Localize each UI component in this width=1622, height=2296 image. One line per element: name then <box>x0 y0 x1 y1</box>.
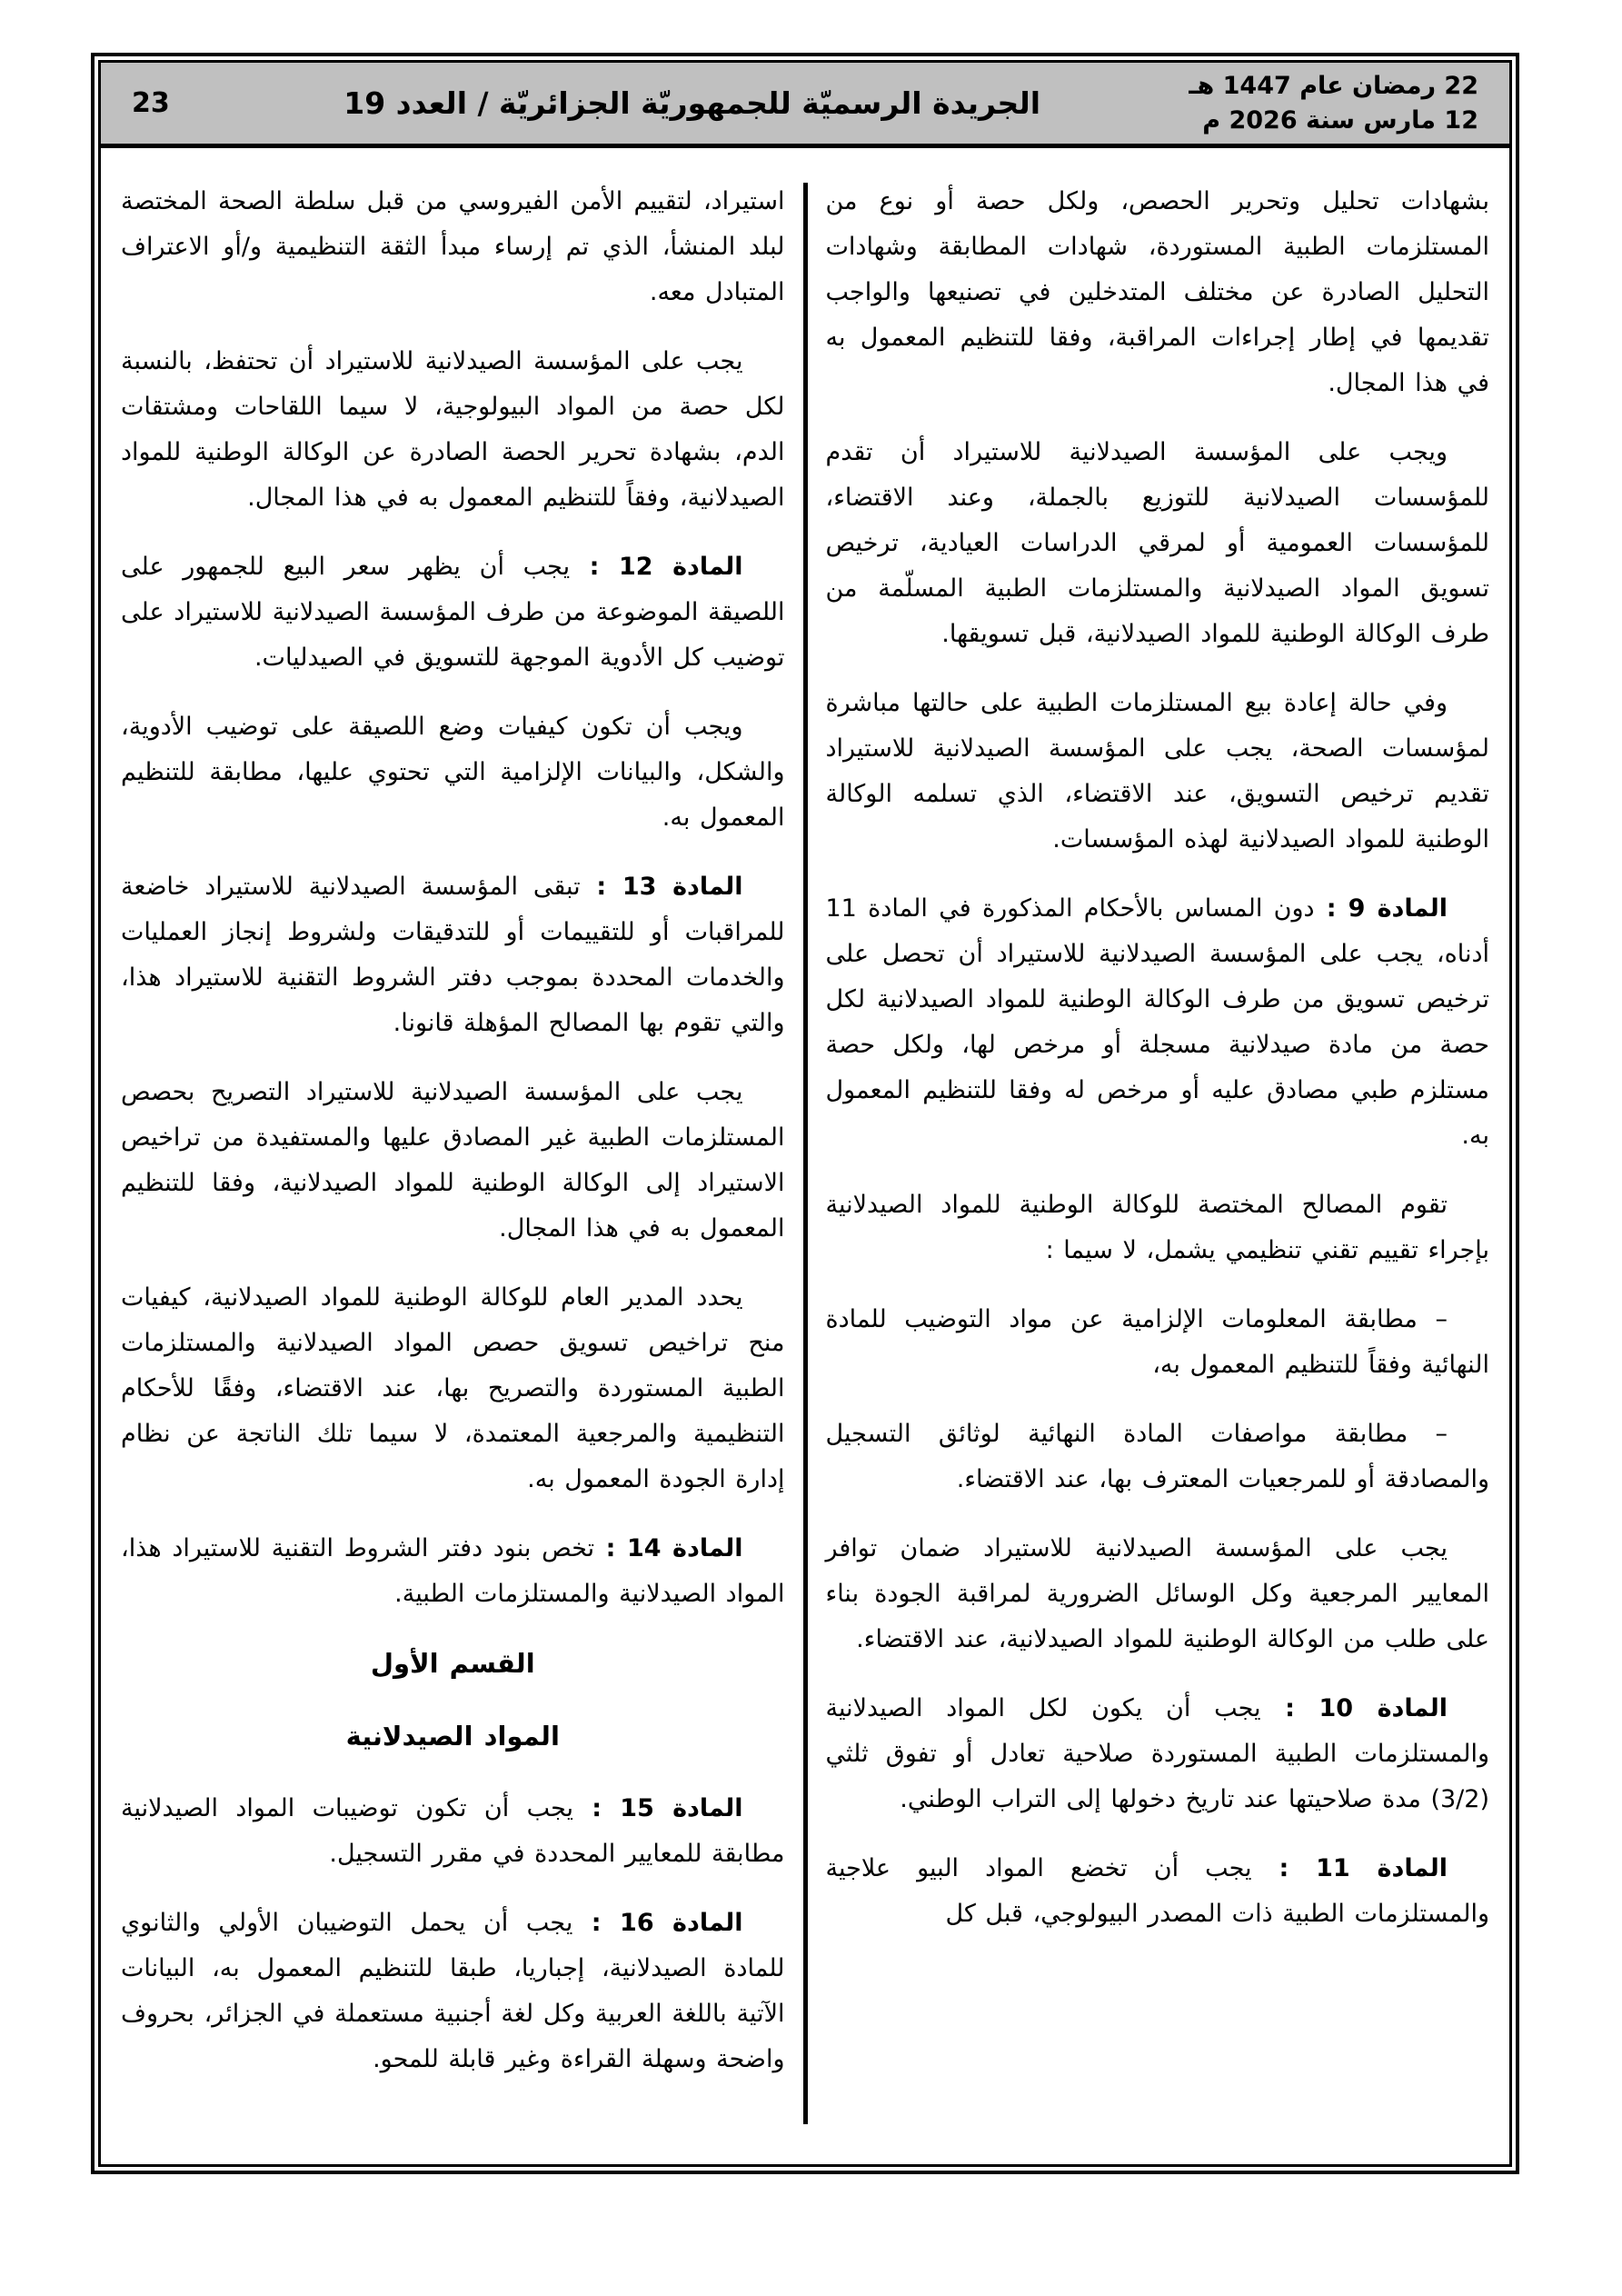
left-column <box>121 179 785 2164</box>
article-number-label: المادة 9 : <box>1314 894 1448 923</box>
body-paragraph <box>826 1183 1490 1273</box>
body-paragraph <box>121 179 785 315</box>
paragraph-text: وفي حالة إعادة بيع المستلزمات الطبية على حالتها مباشرة لمؤسسات الصحة، يجب على المؤسسة الصيدلانية للاستيراد تقديم ترخيص التسويق، عند الاقتضاء، الذي تسلمه الوكالة الوطنية للمواد الصيدلانية لهذه المؤسسات. <box>825 689 1489 854</box>
page-number: 23 <box>132 87 170 119</box>
article-paragraph <box>826 1686 1490 1822</box>
paragraph-text: دون المساس بالأحكام المذكورة في المادة 11 أدناه، يجب على المؤسسة الصيدلانية للاستيراد أن تحصل على ترخيص تسويق من طرف الوكالة الوطنية للمواد الصيدلانية لكل حصة من مادة صيدلانية مسجلة أو مرخص لها، ولكل حصة مستلزم طبي مصادق عليه أو مرخص له وفقا للتنظيم المعمول به. <box>825 894 1489 1150</box>
paragraph-text: يجب أن يحمل التوضيبان الأولي والثانوي للمادة الصيدلانية، إجباريا، طبقا للتنظيم المعمول به، البيانات الآتية باللغة العربية وكل لغة أجنبية مستعملة في الجزائر، بحروف واضحة وسهلة القراءة وغير قابلة للمحو. <box>121 1909 785 2073</box>
article-paragraph <box>121 864 785 1046</box>
paragraph-text: ويجب على المؤسسة الصيدلانية للاستيراد أن تقدم للمؤسسات الصيدلانية للتوزيع بالجملة، وعند الاقتضاء، للمؤسسات العمومية أو لمرقي الدراسات العيادية، ترخيص تسويق المواد الصيدلانية والمستلزمات الطبية المسلّمة من طرف الوكالة الوطنية للمواد الصيدلانية، قبل تسويقها. <box>825 438 1489 648</box>
body-paragraph <box>826 179 1490 406</box>
paragraph-text: يجب أن يظهر سعر البيع للجمهور على اللصيقة الموضوعة من طرف المؤسسة الصيدلانية للاستيراد على توضيب كل الأدوية الموجهة للتسويق في الصيدليات. <box>121 553 785 672</box>
paragraph-text: القسم الأول <box>370 1648 535 1679</box>
article-number-label: المادة 13 : <box>580 873 743 901</box>
article-number-label: المادة 12 : <box>570 553 743 581</box>
page-frame-inner <box>98 60 1512 2167</box>
paragraph-text: يجب أن تكون توضيبات المواد الصيدلانية مطابقة للمعايير المحددة في مقرر التسجيل. <box>121 1794 785 1868</box>
gazette-header <box>101 63 1509 148</box>
paragraph-text: – مطابقة المعلومات الإلزامية عن مواد التوضيب للمادة النهائية وفقاً للتنظيم المعمول به، <box>825 1305 1489 1379</box>
paragraph-text: يجب على المؤسسة الصيدلانية للاستيراد التصريح بحصص المستلزمات الطبية غير المصادق عليها والمستفيدة من تراخيص الاستيراد إلى الوكالة الوطنية للمواد الصيدلانية، وفقا للتنظيم المعمول به في هذا المجال. <box>121 1078 785 1243</box>
column-divider <box>803 183 808 2124</box>
body-paragraph <box>826 1526 1490 1662</box>
paragraph-text: – مطابقة مواصفات المادة النهائية لوثائق التسجيل والمصادقة أو للمرجعيات المعترف بها، عند الاقتضاء. <box>825 1420 1489 1493</box>
paragraph-text: تبقى المؤسسة الصيدلانية للاستيراد خاضعة للمراقبات أو للتقييمات أو للتدقيقات ولشروط إنجاز العمليات والخدمات المحددة بموجب دفتر الشروط التقنية للاستيراد هذا، والتي تقوم بها المصالح المؤهلة قانونا. <box>121 873 785 1037</box>
article-paragraph <box>121 1901 785 2082</box>
body-paragraph <box>121 1070 785 1252</box>
article-number-label: المادة 16 : <box>572 1909 743 1937</box>
paragraph-text: ويجب أن تكون كيفيات وضع اللصيقة على توضيب الأدوية، والشكل، والبيانات الإلزامية التي تحتوي عليها، مطابقة للتنظيم المعمول به. <box>121 713 785 832</box>
paragraph-text: يجب أن يكون لكل المواد الصيدلانية والمستلزمات الطبية المستوردة صلاحية تعادل أو تفوق ثلثي (3/2) مدة صلاحيتها عند تاريخ دخولها إلى التراب الوطني. <box>825 1694 1489 1813</box>
body-paragraph <box>826 430 1490 657</box>
page-frame <box>91 53 1519 2174</box>
body-paragraph <box>121 339 785 521</box>
paragraph-text: يجب على المؤسسة الصيدلانية للاستيراد أن تحتفظ، بالنسبة لكل حصة من المواد البيولوجية، لا سيما اللقاحات ومشتقات الدم، بشهادة تحرير الحصة الصادرة عن الوكالة الوطنية للمواد الصيدلانية، وفقاً للتنظيم المعمول به في هذا المجال. <box>121 347 785 512</box>
paragraph-text: المواد الصيدلانية <box>345 1721 560 1752</box>
section-heading <box>121 1641 785 1686</box>
header-dates <box>1189 69 1478 138</box>
article-paragraph <box>121 544 785 681</box>
article-paragraph <box>121 1526 785 1617</box>
article-paragraph <box>826 886 1490 1159</box>
body-paragraph <box>121 704 785 841</box>
bullet-paragraph <box>826 1297 1490 1388</box>
right-column <box>826 179 1490 2164</box>
paragraph-text: تقوم المصالح المختصة للوكالة الوطنية للمواد الصيدلانية بإجراء تقييم تقني تنظيمي يشمل، لا سيما : <box>825 1191 1489 1264</box>
article-number-label: المادة 15 : <box>573 1794 743 1822</box>
article-number-label: المادة 14 : <box>594 1534 743 1562</box>
article-number-label: المادة 10 : <box>1260 1694 1448 1722</box>
body-paragraph <box>826 681 1490 863</box>
paragraph-text: بشهادات تحليل وتحرير الحصص، ولكل حصة أو نوع من المستلزمات الطبية المستوردة، شهادات المطابقة وشهادات التحليل الصادرة عن مختلف المتدخلين في تصنيعها والواجب تقديمها في إطار إجراءات المراقبة، وفقا للتنظيم المعمول به في هذا المجال. <box>825 187 1489 397</box>
body-paragraph <box>121 1275 785 1502</box>
content-area <box>101 148 1509 2164</box>
paragraph-text: يحدد المدير العام للوكالة الوطنية للمواد الصيدلانية، كيفيات منح تراخيص تسويق حصص المواد الصيدلانية والمستلزمات الطبية المستوردة والتصريح بها، عند الاقتضاء، وفقًا للأحكام التنظيمية والمرجعية المعتمدة، لا سيما تلك الناتجة عن نظام إدارة الجودة المعمول به. <box>121 1283 785 1493</box>
bullet-paragraph <box>826 1412 1490 1502</box>
article-paragraph <box>121 1786 785 1877</box>
article-paragraph <box>826 1846 1490 1937</box>
section-heading <box>121 1713 785 1759</box>
paragraph-text: يجب أن تخضع المواد البيو علاجية والمستلزمات الطبية ذات المصدر البيولوجي، قبل كل <box>825 1854 1489 1928</box>
paragraph-text: استيراد، لتقييم الأمن الفيروسي من قبل سلطة الصحة المختصة لبلد المنشأ، الذي تم إرساء مبدأ الثقة التنظيمية و/أو الاعتراف المتبادل معه. <box>121 187 785 306</box>
hijri-date: 22 رمضان عام 1447 هـ <box>1189 71 1478 100</box>
journal-title: الجريدة الرسميّة للجمهوريّة الجزائريّة / العدد 19 <box>343 85 1041 121</box>
paragraph-text: يجب على المؤسسة الصيدلانية للاستيراد ضمان توافر المعايير المرجعية وكل الوسائل الضرورية لمراقبة الجودة بناء على طلب من الوكالة الوطنية للمواد الصيدلانية، عند الاقتضاء. <box>825 1534 1489 1653</box>
gregorian-date: 12 مارس سنة 2026 م <box>1202 105 1478 135</box>
paragraph-text: تخص بنود دفتر الشروط التقنية للاستيراد هذا، المواد الصيدلانية والمستلزمات الطبية. <box>121 1534 785 1608</box>
article-number-label: المادة 11 : <box>1251 1854 1448 1882</box>
